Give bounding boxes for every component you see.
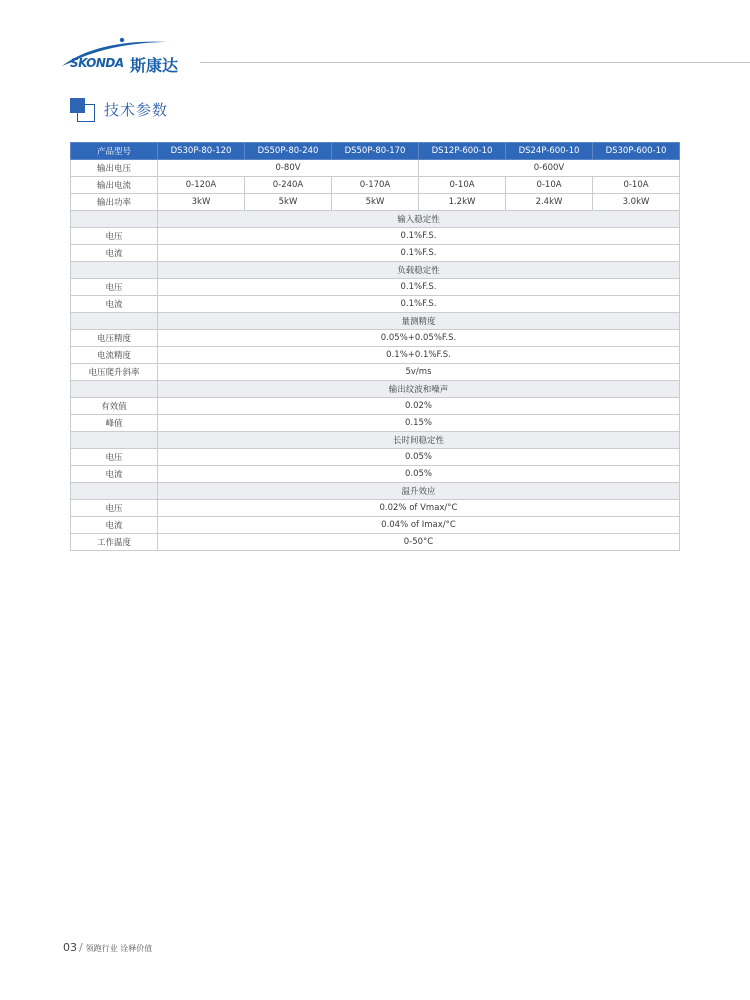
header-cell: DS50P-80-240 (245, 143, 332, 160)
table-cell: 0-10A (593, 177, 680, 194)
table-row (71, 228, 680, 245)
table-cell: 0.1%+0.1%F.S. (158, 347, 680, 364)
group-title: 长时间稳定性 (158, 432, 680, 449)
group-title: 输入稳定性 (158, 211, 680, 228)
table-cell: 0.1%F.S. (158, 245, 680, 262)
table-row (71, 279, 680, 296)
group-title: 温升效应 (158, 483, 680, 500)
table-cell: 0.02% of Vmax/°C (158, 500, 680, 517)
table-header-row (71, 143, 680, 160)
table-cell: 0.15% (158, 415, 680, 432)
table-cell: 0.1%F.S. (158, 296, 680, 313)
group-title: 负载稳定性 (158, 262, 680, 279)
group-title: 量测精度 (158, 313, 680, 330)
table-cell: 0.05% (158, 466, 680, 483)
header-cell: DS12P-600-10 (419, 143, 506, 160)
table-row (71, 466, 680, 483)
table-cell: 3.0kW (593, 194, 680, 211)
header-cell: DS24P-600-10 (506, 143, 593, 160)
group-row-load-stability (71, 262, 680, 279)
row-label: 电流 (71, 245, 158, 262)
group-row-ripple-noise (71, 381, 680, 398)
table-row (71, 364, 680, 381)
row-label: 峰值 (71, 415, 158, 432)
row-label: 电压 (71, 228, 158, 245)
header-cell: DS30P-600-10 (593, 143, 680, 160)
row-label: 电压 (71, 500, 158, 517)
section-square-icon (70, 98, 94, 124)
group-row-input-stability (71, 211, 680, 228)
table-cell: 0-50°C (158, 534, 680, 551)
table-row (71, 534, 680, 551)
row-label: 工作温度 (71, 534, 158, 551)
section-title: 技术参数 (104, 101, 169, 119)
table-cell: 5kW (332, 194, 419, 211)
brand-chinese: 斯康达 (130, 56, 179, 75)
page-number: 03 (63, 941, 77, 954)
brand-logo (58, 36, 208, 76)
table-cell: 0-80V (158, 160, 419, 177)
row-label: 输出功率 (71, 194, 158, 211)
page-footer (63, 941, 152, 954)
table-cell: 0-120A (158, 177, 245, 194)
header-cell: DS30P-80-120 (158, 143, 245, 160)
group-row-measurement-accuracy (71, 313, 680, 330)
table-cell: 0.1%F.S. (158, 228, 680, 245)
brand-latin: SKONDA (70, 56, 124, 70)
table-row (71, 194, 680, 211)
table-row (71, 245, 680, 262)
table-cell: 0.05% (158, 449, 680, 466)
table-cell: 0.02% (158, 398, 680, 415)
table-cell: 3kW (158, 194, 245, 211)
table-cell: 0-600V (419, 160, 680, 177)
table-cell: 0-10A (419, 177, 506, 194)
header-divider (200, 62, 750, 63)
table-cell: 0.05%+0.05%F.S. (158, 330, 680, 347)
row-label: 输出电流 (71, 177, 158, 194)
table-cell: 0-10A (506, 177, 593, 194)
group-title: 输出纹波和噪声 (158, 381, 680, 398)
table-cell: 0.1%F.S. (158, 279, 680, 296)
footer-slogan: 领跑行业 诠释价值 (85, 944, 153, 953)
row-label: 电压 (71, 449, 158, 466)
table-row (71, 177, 680, 194)
table-row (71, 500, 680, 517)
table-cell: 2.4kW (506, 194, 593, 211)
row-label: 电流 (71, 296, 158, 313)
header-cell: DS50P-80-170 (332, 143, 419, 160)
table-cell: 0.04% of Imax/°C (158, 517, 680, 534)
row-label: 电流 (71, 517, 158, 534)
table-row (71, 415, 680, 432)
table-row (71, 296, 680, 313)
row-label: 有效值 (71, 398, 158, 415)
table-cell: 5v/ms (158, 364, 680, 381)
row-label: 电流精度 (71, 347, 158, 364)
header-cell: 产品型号 (71, 143, 158, 160)
row-label: 电压精度 (71, 330, 158, 347)
table-cell: 0-170A (332, 177, 419, 194)
row-label: 输出电压 (71, 160, 158, 177)
table-row (71, 517, 680, 534)
table-row (71, 398, 680, 415)
table-row (71, 160, 680, 177)
group-row-long-term-stability (71, 432, 680, 449)
row-label: 电压 (71, 279, 158, 296)
footer-separator: / (79, 941, 83, 954)
table-cell: 5kW (245, 194, 332, 211)
table-cell: 1.2kW (419, 194, 506, 211)
table-row (71, 347, 680, 364)
table-cell: 0-240A (245, 177, 332, 194)
spec-table (70, 142, 680, 551)
table-row (71, 449, 680, 466)
group-row-temperature-effect (71, 483, 680, 500)
row-label: 电压爬升斜率 (71, 364, 158, 381)
row-label: 电流 (71, 466, 158, 483)
table-row (71, 330, 680, 347)
